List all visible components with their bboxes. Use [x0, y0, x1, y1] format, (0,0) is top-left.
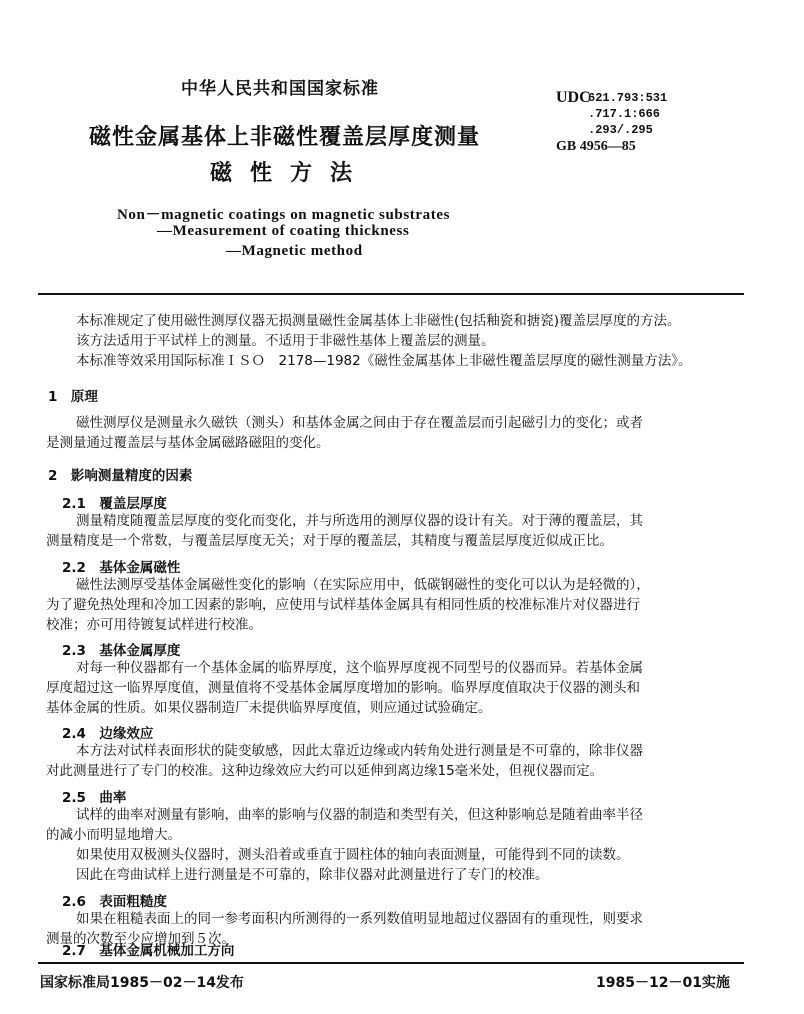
- gb-number: GB 4956—85: [556, 139, 636, 154]
- body-line: 如果在粗糙表面上的同一参考面积内所测得的一系列数值明显地超过仪器固有的重现性，则要求: [76, 911, 643, 927]
- body-line: 的减小而明显地增大。: [46, 827, 181, 843]
- subsection-heading: 2.1 覆盖层厚度: [62, 496, 167, 512]
- body-line: 磁性法测厚受基体金属磁性变化的影响（在实际应用中，低碳钢磁性的变化可以认为是轻微的），: [76, 577, 650, 593]
- udc-code-line: 621.793:531: [588, 91, 668, 105]
- body-line: 为了避免热处理和冷加工因素的影响，应使用与试样基体金属具有相同性质的校准标准片对仪器进行: [46, 597, 640, 613]
- section-heading: 1 原理: [48, 389, 98, 405]
- issue-date: 国家标准局1985－02－14发布: [40, 975, 244, 991]
- top-divider: [38, 293, 744, 295]
- body-line: 测量精度随覆盖层厚度的变化而变化，并与所选用的测厚仪器的设计有关。对于薄的覆盖层，其: [76, 513, 643, 529]
- body-line: 试样的曲率对测量有影响，曲率的影响与仪器的制造和类型有关，但这种影响总是随着曲率半径: [76, 807, 643, 823]
- intro-paragraph: 本标准等效采用国际标准ＩＳＯ 2178—1982《磁性金属基体上非磁性覆盖层厚度的磁性测量方法》。: [76, 353, 692, 369]
- subsection-heading: 2.5 曲率: [62, 790, 127, 806]
- body-line: 是测量通过覆盖层与基体金属磁路磁阻的变化。: [46, 435, 330, 451]
- body-line: 磁性测厚仪是测量永久磁铁（测头）和基体金属之间由于存在覆盖层而引起磁引力的变化；或者: [76, 415, 643, 431]
- issuer-heading: 中华人民共和国国家标准: [181, 79, 379, 99]
- title-chinese: 磁性金属基体上非磁性覆盖层厚度测量: [89, 125, 481, 150]
- body-line: 因此在弯曲试样上进行测量是不可靠的，除非仪器对此测量进行了专门的校准。: [76, 867, 549, 883]
- subsection-heading: 2.3 基体金属厚度: [62, 643, 181, 659]
- title-english-line: —Magnetic method: [226, 243, 363, 259]
- body-line: 校准；亦可用待镀复试样进行校准。: [46, 617, 262, 633]
- body-line: 对每一种仪器都有一个基体金属的临界厚度，这个临界厚度视不同型号的仪器而异。若基体金属: [76, 660, 643, 676]
- udc-label: [556, 89, 591, 107]
- udc-label-text: UDC: [556, 89, 591, 106]
- body-line: 基体金属的性质。如果仪器制造厂未提供临界厚度值，则应通过试验确定。: [46, 700, 492, 716]
- intro-paragraph: 该方法适用于平试样上的测量。不适用于非磁性基体上覆盖层的测量。: [76, 333, 495, 349]
- body-line: 厚度超过这一临界厚度值，测量值将不受基体金属厚度增加的影响。临界厚度值取决于仪器的测头和: [46, 680, 640, 696]
- section-heading: 2 影响测量精度的因素: [48, 468, 193, 484]
- subsection-heading: 2.2 基体金属磁性: [62, 560, 181, 576]
- subsection-heading: 2.7 基体金属机械加工方向: [62, 943, 235, 959]
- body-line: 测量的次数至少应增加到５次。: [46, 931, 235, 947]
- udc-code-line: .717.1:666: [588, 107, 661, 121]
- title-english-line: Non－magnetic coatings on magnetic substrates: [117, 207, 451, 223]
- body-line: 如果使用双极测头仪器时，测头沿着或垂直于圆柱体的轴向表面测量，可能得到不同的读数。: [76, 847, 630, 863]
- udc-code-line: .293/.295: [588, 123, 653, 137]
- body-line: 测量精度是一个常数，与覆盖层厚度无关；对于厚的覆盖层，其精度与覆盖层厚度近似成正比。: [46, 533, 613, 549]
- subsection-heading: 2.6 表面粗糙度: [62, 894, 167, 910]
- body-line: 对此测量进行了专门的校准。这种边缘效应大约可以延伸到离边缘15毫米处，但视仪器而定。: [46, 763, 604, 779]
- subsection-heading: 2.4 边缘效应: [62, 726, 154, 742]
- subtitle-chinese: 磁性方法: [210, 161, 371, 186]
- title-english-line: —Measurement of coating thickness: [157, 223, 410, 239]
- intro-paragraph: 本标准规定了使用磁性测厚仪器无损测量磁性金属基体上非磁性(包括釉瓷和搪瓷)覆盖层厚度的方法。: [76, 313, 681, 329]
- effective-date: 1985－12－01实施: [596, 975, 730, 991]
- body-line: 本方法对试样表面形状的陡变敏感，因此太靠近边缘或内转角处进行测量是不可靠的，除非仪器: [76, 743, 643, 759]
- bottom-divider: [38, 962, 744, 964]
